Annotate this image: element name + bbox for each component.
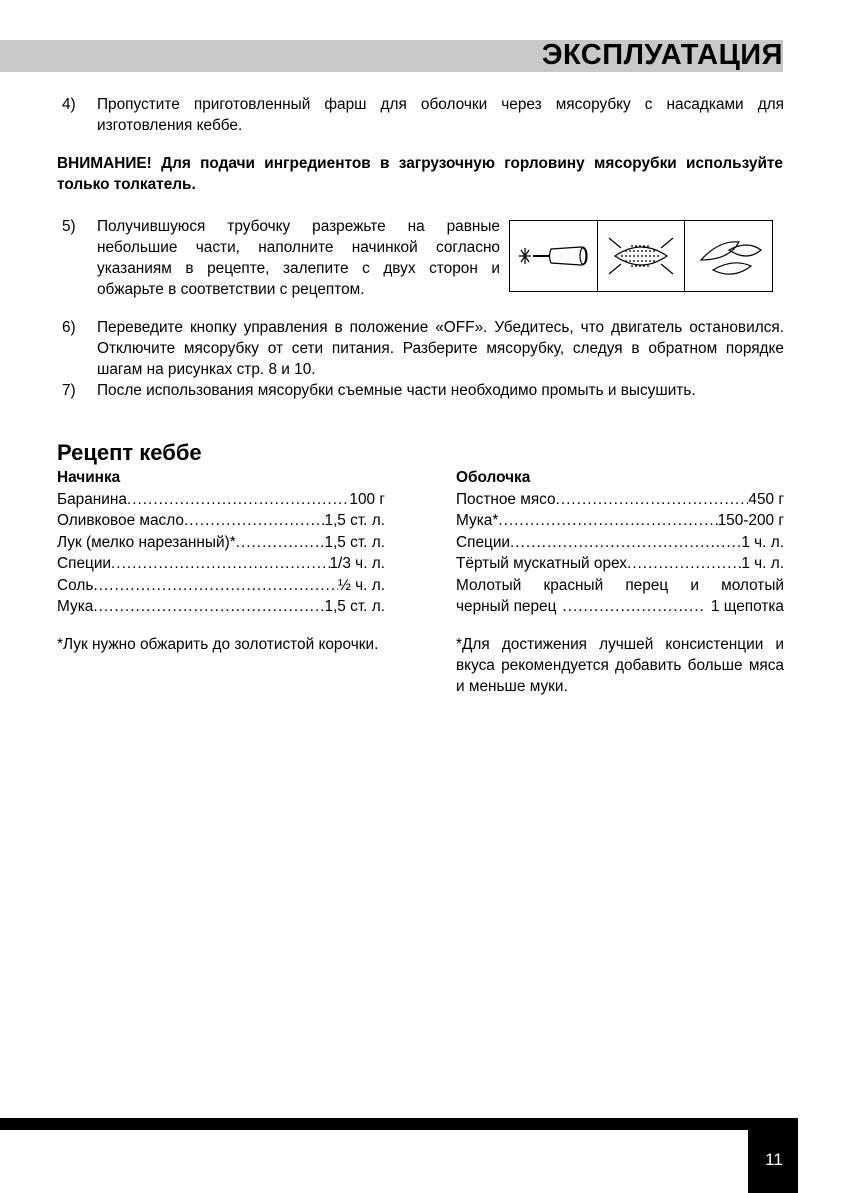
ingredient-row: черный перец ..... 1 щепотка bbox=[456, 596, 784, 618]
filling-heading: Начинка bbox=[57, 469, 121, 486]
filling-column bbox=[57, 467, 385, 618]
step-number: 5) bbox=[62, 218, 76, 235]
step-6 bbox=[62, 317, 784, 380]
ingredient-row: Лук (мелко нарезанный)* ..... 1,5 ст. л. bbox=[57, 532, 385, 554]
ingredient-row: Специи ..... 1/3 ч. л. bbox=[57, 553, 385, 575]
figure-cell bbox=[685, 221, 772, 291]
fried-kebbe-icon bbox=[689, 226, 769, 286]
ingredient-row: Мука* ..... 150-200 г bbox=[456, 510, 784, 532]
shell-column bbox=[456, 467, 784, 618]
step-number: 6) bbox=[62, 319, 76, 336]
header-bar bbox=[0, 40, 783, 72]
tube-cut-icon bbox=[513, 236, 593, 276]
step-7 bbox=[62, 380, 784, 401]
step-text: После использования мясорубки съемные части необходимо промыть и высушить. bbox=[97, 382, 696, 399]
ingredient-row: Постное мясо ..... 450 г bbox=[456, 489, 784, 511]
figure-cell bbox=[510, 221, 598, 291]
ingredient-row: Оливковое масло ..... 1,5 ст. л. bbox=[57, 510, 385, 532]
step-text: Получившуюся трубочку разрежьте на равные небольшие части, наполните начинкой согласно указаниям в рецепте, залепите с двух сторон и обжарьте в соответствии с рецептом. bbox=[97, 218, 500, 298]
shell-note: *Для достижения лучшей консистенции и вкуса рекомендуется добавить больше мяса и меньше муки. bbox=[456, 636, 784, 695]
ingredient-row: Специи ..... 1 ч. л. bbox=[456, 532, 784, 554]
filling-note: *Лук нужно обжарить до золотистой корочки. bbox=[57, 636, 379, 653]
shell-heading: Оболочка bbox=[456, 469, 531, 486]
ingredient-row: Мука ..... 1,5 ст. л. bbox=[57, 596, 385, 618]
step-text: Переведите кнопку управления в положение «OFF». Убедитесь, что двигатель остановился. Отключите мясорубку от сети питания. Разберите мясорубку, следуя в обратном порядке шагам на рисунках стр. 8 и 10. bbox=[97, 319, 784, 378]
page-title: ЭКСПЛУАТАЦИЯ bbox=[541, 39, 783, 71]
ingredient-row: Соль ..... ½ ч. л. bbox=[57, 575, 385, 597]
footer-panel bbox=[0, 1130, 748, 1193]
recipe-title: Рецепт кеббе bbox=[57, 440, 202, 465]
figure-cell bbox=[598, 221, 686, 291]
figure-strip bbox=[509, 220, 773, 292]
step-5 bbox=[62, 216, 500, 300]
stuffed-kebbe-icon bbox=[601, 226, 681, 286]
warning-text: ВНИМАНИЕ! Для подачи ингредиентов в загрузочную горловину мясорубки используйте только толкатель. bbox=[57, 155, 783, 193]
step-number: 4) bbox=[62, 96, 76, 113]
step-4 bbox=[62, 94, 784, 136]
ingredient-row: Баранина ..... 100 г bbox=[57, 489, 385, 511]
ingredient-row: Тёртый мускатный орех ..... 1 ч. л. bbox=[456, 553, 784, 575]
page-number: 11 bbox=[765, 1150, 783, 1169]
step-number: 7) bbox=[62, 382, 76, 399]
pepper-line: Молотый красный перец и молотый bbox=[456, 576, 784, 594]
step-text: Пропустите приготовленный фарш для оболочки через мясорубку с насадками для изготовления кеббе. bbox=[97, 96, 784, 134]
